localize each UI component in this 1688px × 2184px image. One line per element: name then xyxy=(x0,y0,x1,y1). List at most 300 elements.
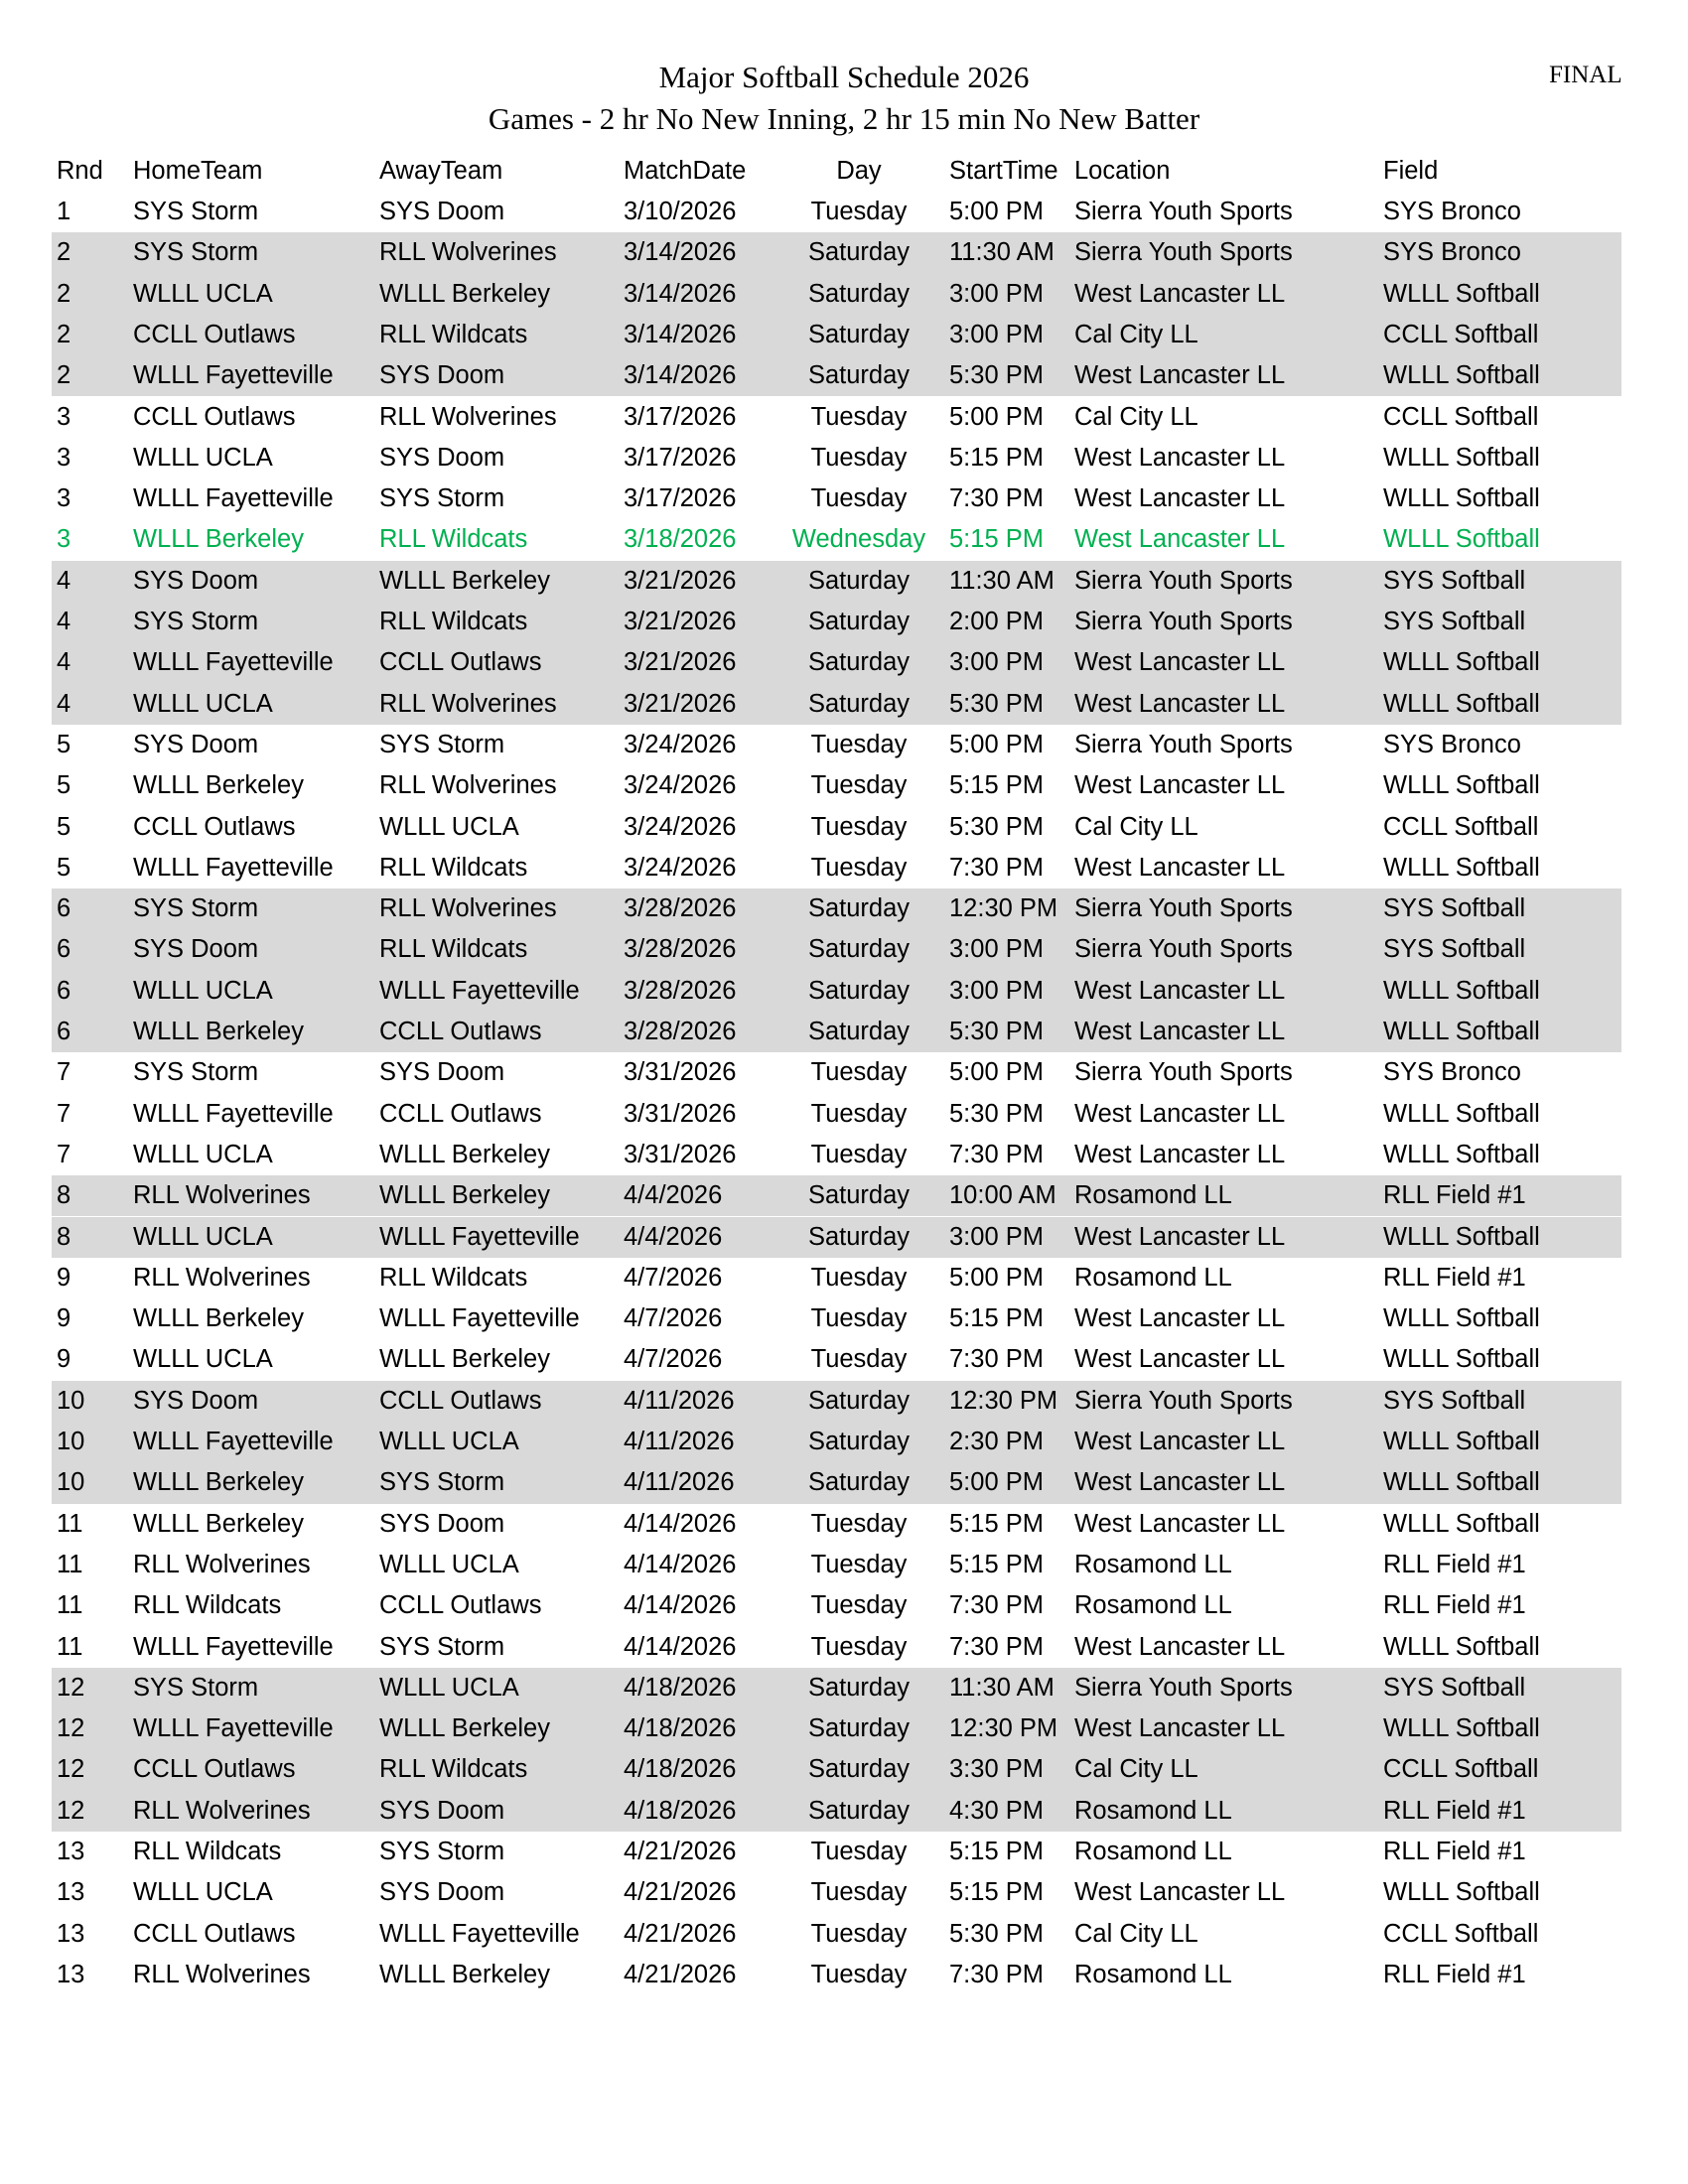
cell-away-team: CCLL Outlaws xyxy=(379,1099,542,1128)
cell-start-time: 3:00 PM xyxy=(949,976,1044,1005)
cell-field: SYS Softball xyxy=(1383,1673,1526,1702)
cell-home-team: WLLL Fayetteville xyxy=(133,1428,334,1455)
cell-day: Saturday xyxy=(807,689,911,718)
cell-start-time: 5:30 PM xyxy=(949,361,1044,390)
cell-location: Rosamond LL xyxy=(1074,1838,1232,1865)
cell-day: Saturday xyxy=(807,1468,911,1497)
cell-location: Cal City LL xyxy=(1074,1755,1198,1784)
cell-start-time: 5:15 PM xyxy=(949,1838,1044,1865)
cell-rnd: 9 xyxy=(57,1304,71,1333)
cell-rnd: 3 xyxy=(57,443,71,472)
cell-location: Sierra Youth Sports xyxy=(1074,238,1293,267)
cell-away-team: SYS Doom xyxy=(379,1796,505,1825)
cell-start-time: 5:30 PM xyxy=(949,1099,1044,1128)
cell-field: CCLL Softball xyxy=(1383,402,1539,431)
table-row xyxy=(52,1012,1621,1052)
cell-away-team: SYS Doom xyxy=(379,443,505,472)
cell-match-date: 4/7/2026 xyxy=(624,1304,723,1333)
cell-start-time: 10:00 AM xyxy=(949,1181,1056,1210)
cell-match-date: 4/14/2026 xyxy=(624,1591,737,1620)
cell-location: West Lancaster LL xyxy=(1074,1140,1286,1168)
cell-match-date: 4/21/2026 xyxy=(624,1838,737,1865)
cell-field: WLLL Softball xyxy=(1383,689,1540,718)
cell-away-team: RLL Wolverines xyxy=(379,402,557,431)
cell-match-date: 3/10/2026 xyxy=(624,198,737,225)
cell-away-team: RLL Wolverines xyxy=(379,771,557,800)
cell-location: West Lancaster LL xyxy=(1074,1222,1286,1251)
cell-match-date: 3/14/2026 xyxy=(624,279,737,308)
cell-field: CCLL Softball xyxy=(1383,1755,1539,1784)
cell-rnd: 11 xyxy=(57,1550,83,1578)
table-row xyxy=(52,1462,1621,1503)
table-row xyxy=(52,1504,1621,1545)
table-row xyxy=(52,478,1621,519)
table-row xyxy=(52,397,1621,438)
cell-rnd: 6 xyxy=(57,894,71,923)
cell-location: West Lancaster LL xyxy=(1074,1304,1286,1333)
cell-match-date: 4/21/2026 xyxy=(624,1919,737,1948)
column-header-hometeam: HomeTeam xyxy=(133,157,263,185)
table-row xyxy=(52,1217,1621,1258)
cell-location: Sierra Youth Sports xyxy=(1074,1673,1293,1702)
cell-rnd: 7 xyxy=(57,1058,71,1087)
cell-home-team: SYS Doom xyxy=(133,1386,259,1415)
cell-day: Saturday xyxy=(807,608,911,635)
cell-match-date: 3/28/2026 xyxy=(624,894,737,923)
cell-home-team: RLL Wildcats xyxy=(133,1591,282,1620)
cell-home-team: SYS Storm xyxy=(133,198,259,225)
cell-day: Tuesday xyxy=(810,484,908,513)
cell-home-team: SYS Storm xyxy=(133,1673,259,1702)
cell-home-team: CCLL Outlaws xyxy=(133,1919,296,1948)
cell-match-date: 4/4/2026 xyxy=(624,1222,723,1251)
cell-rnd: 2 xyxy=(57,279,71,308)
cell-home-team: SYS Storm xyxy=(133,608,259,635)
cell-home-team: WLLL Fayetteville xyxy=(133,484,334,513)
cell-home-team: WLLL Berkeley xyxy=(133,525,304,554)
cell-start-time: 7:30 PM xyxy=(949,484,1044,513)
table-row xyxy=(52,1791,1621,1832)
cell-location: West Lancaster LL xyxy=(1074,1468,1286,1497)
table-row xyxy=(52,1708,1621,1749)
column-header-matchdate: MatchDate xyxy=(624,157,747,185)
cell-away-team: RLL Wildcats xyxy=(379,525,528,554)
cell-field: SYS Bronco xyxy=(1383,730,1521,758)
cell-day: Saturday xyxy=(807,1714,911,1743)
status-label: FINAL xyxy=(1549,62,1622,88)
cell-start-time: 11:30 AM xyxy=(949,1673,1055,1702)
cell-rnd: 12 xyxy=(57,1714,85,1743)
cell-match-date: 4/18/2026 xyxy=(624,1796,737,1825)
cell-home-team: CCLL Outlaws xyxy=(133,812,296,841)
cell-rnd: 3 xyxy=(57,402,71,431)
cell-location: West Lancaster LL xyxy=(1074,1428,1286,1455)
table-row xyxy=(52,519,1621,560)
table-row xyxy=(52,1914,1621,1955)
cell-rnd: 2 xyxy=(57,320,71,348)
cell-match-date: 3/28/2026 xyxy=(624,935,737,964)
cell-start-time: 7:30 PM xyxy=(949,853,1044,882)
cell-day: Tuesday xyxy=(810,730,908,758)
cell-location: Sierra Youth Sports xyxy=(1074,198,1293,225)
cell-away-team: WLLL Berkeley xyxy=(379,1140,550,1168)
cell-rnd: 10 xyxy=(57,1386,85,1415)
column-header-location: Location xyxy=(1074,157,1171,185)
cell-match-date: 3/21/2026 xyxy=(624,689,737,718)
table-row xyxy=(52,602,1621,642)
cell-rnd: 3 xyxy=(57,525,71,554)
cell-rnd: 6 xyxy=(57,1018,71,1045)
cell-match-date: 3/14/2026 xyxy=(624,361,737,390)
cell-start-time: 5:30 PM xyxy=(949,1018,1044,1045)
cell-match-date: 4/18/2026 xyxy=(624,1755,737,1784)
cell-day: Saturday xyxy=(807,1018,911,1045)
cell-day: Saturday xyxy=(807,976,911,1005)
cell-field: SYS Bronco xyxy=(1383,238,1521,267)
table-row xyxy=(52,192,1621,232)
cell-day: Tuesday xyxy=(810,1591,908,1620)
cell-home-team: WLLL UCLA xyxy=(133,443,273,472)
cell-field: SYS Softball xyxy=(1383,935,1526,964)
cell-field: WLLL Softball xyxy=(1383,1632,1540,1661)
cell-start-time: 7:30 PM xyxy=(949,1345,1044,1374)
table-row xyxy=(52,1872,1621,1913)
cell-day: Tuesday xyxy=(810,1140,908,1168)
cell-start-time: 2:00 PM xyxy=(949,608,1044,635)
cell-away-team: SYS Doom xyxy=(379,361,505,390)
cell-field: SYS Bronco xyxy=(1383,198,1521,225)
cell-start-time: 3:00 PM xyxy=(949,1222,1044,1251)
cell-location: West Lancaster LL xyxy=(1074,648,1286,677)
cell-day: Tuesday xyxy=(810,1632,908,1661)
cell-match-date: 3/24/2026 xyxy=(624,730,737,758)
cell-field: RLL Field #1 xyxy=(1383,1181,1526,1210)
cell-day: Tuesday xyxy=(810,1509,908,1538)
cell-rnd: 12 xyxy=(57,1796,85,1825)
table-row xyxy=(52,725,1621,765)
cell-home-team: CCLL Outlaws xyxy=(133,1755,296,1784)
cell-home-team: WLLL UCLA xyxy=(133,976,273,1005)
cell-start-time: 7:30 PM xyxy=(949,1140,1044,1168)
cell-start-time: 5:30 PM xyxy=(949,812,1044,841)
table-row xyxy=(52,1545,1621,1585)
page-title: Major Softball Schedule 2026 xyxy=(658,60,1030,94)
cell-field: WLLL Softball xyxy=(1383,1222,1540,1251)
table-row xyxy=(52,1094,1621,1135)
cell-rnd: 11 xyxy=(57,1632,83,1661)
table-row xyxy=(52,1955,1621,1995)
cell-away-team: WLLL Fayetteville xyxy=(379,1304,580,1333)
cell-away-team: RLL Wildcats xyxy=(379,1263,528,1292)
cell-start-time: 12:30 PM xyxy=(949,1386,1058,1415)
table-row xyxy=(52,355,1621,396)
cell-home-team: WLLL UCLA xyxy=(133,1222,273,1251)
cell-match-date: 3/17/2026 xyxy=(624,484,737,513)
cell-day: Tuesday xyxy=(810,1550,908,1578)
table-row xyxy=(52,765,1621,806)
cell-home-team: RLL Wildcats xyxy=(133,1838,282,1865)
cell-field: WLLL Softball xyxy=(1383,484,1540,513)
cell-away-team: WLLL UCLA xyxy=(379,1673,519,1702)
cell-rnd: 10 xyxy=(57,1428,85,1455)
cell-away-team: CCLL Outlaws xyxy=(379,648,542,677)
table-row xyxy=(52,971,1621,1012)
cell-match-date: 3/24/2026 xyxy=(624,853,737,882)
cell-away-team: SYS Doom xyxy=(379,1509,505,1538)
cell-rnd: 12 xyxy=(57,1673,85,1702)
cell-field: SYS Softball xyxy=(1383,566,1526,595)
cell-home-team: WLLL Berkeley xyxy=(133,1509,304,1538)
cell-match-date: 3/17/2026 xyxy=(624,443,737,472)
table-row xyxy=(52,888,1621,929)
cell-home-team: SYS Doom xyxy=(133,730,259,758)
cell-location: West Lancaster LL xyxy=(1074,771,1286,800)
column-header-rnd: Rnd xyxy=(57,157,103,185)
cell-field: WLLL Softball xyxy=(1383,853,1540,882)
cell-start-time: 5:15 PM xyxy=(949,1550,1044,1578)
cell-location: West Lancaster LL xyxy=(1074,976,1286,1005)
cell-away-team: RLL Wolverines xyxy=(379,238,557,267)
cell-field: SYS Softball xyxy=(1383,608,1526,635)
cell-field: WLLL Softball xyxy=(1383,1345,1540,1374)
cell-start-time: 12:30 PM xyxy=(949,1714,1058,1743)
cell-start-time: 2:30 PM xyxy=(949,1428,1044,1455)
cell-match-date: 3/21/2026 xyxy=(624,566,737,595)
cell-rnd: 3 xyxy=(57,484,71,513)
cell-start-time: 4:30 PM xyxy=(949,1796,1044,1825)
table-row xyxy=(52,1135,1621,1175)
cell-day: Tuesday xyxy=(810,1878,908,1907)
cell-start-time: 3:00 PM xyxy=(949,935,1044,964)
cell-home-team: CCLL Outlaws xyxy=(133,320,296,348)
cell-location: Cal City LL xyxy=(1074,402,1198,431)
cell-start-time: 5:00 PM xyxy=(949,402,1044,431)
table-row xyxy=(52,1381,1621,1422)
cell-away-team: WLLL Berkeley xyxy=(379,1345,550,1374)
table-row xyxy=(52,1298,1621,1339)
table-row xyxy=(52,684,1621,725)
cell-home-team: SYS Storm xyxy=(133,238,259,267)
cell-home-team: WLLL UCLA xyxy=(133,1878,273,1907)
table-row xyxy=(52,929,1621,970)
cell-away-team: WLLL Berkeley xyxy=(379,566,550,595)
cell-location: Sierra Youth Sports xyxy=(1074,894,1293,923)
cell-field: WLLL Softball xyxy=(1383,1878,1540,1907)
table-row xyxy=(52,561,1621,602)
cell-field: WLLL Softball xyxy=(1383,1714,1540,1743)
cell-away-team: CCLL Outlaws xyxy=(379,1591,542,1620)
table-row xyxy=(52,1052,1621,1093)
cell-match-date: 3/24/2026 xyxy=(624,771,737,800)
cell-rnd: 5 xyxy=(57,730,71,758)
cell-start-time: 11:30 AM xyxy=(949,566,1055,595)
cell-day: Saturday xyxy=(807,1755,911,1784)
cell-match-date: 3/14/2026 xyxy=(624,238,737,267)
cell-rnd: 9 xyxy=(57,1345,71,1374)
cell-day: Saturday xyxy=(807,566,911,595)
cell-match-date: 3/31/2026 xyxy=(624,1140,737,1168)
cell-away-team: SYS Storm xyxy=(379,1838,505,1865)
cell-home-team: WLLL UCLA xyxy=(133,1345,273,1374)
cell-field: SYS Softball xyxy=(1383,894,1526,923)
cell-home-team: RLL Wolverines xyxy=(133,1263,311,1292)
cell-match-date: 3/24/2026 xyxy=(624,812,737,841)
cell-start-time: 5:15 PM xyxy=(949,771,1044,800)
cell-away-team: WLLL UCLA xyxy=(379,1428,519,1455)
cell-away-team: SYS Doom xyxy=(379,1878,505,1907)
cell-away-team: SYS Doom xyxy=(379,1058,505,1087)
cell-away-team: WLLL Berkeley xyxy=(379,1714,550,1743)
cell-day: Saturday xyxy=(807,1222,911,1251)
cell-start-time: 7:30 PM xyxy=(949,1960,1044,1988)
cell-location: West Lancaster LL xyxy=(1074,1509,1286,1538)
cell-start-time: 5:00 PM xyxy=(949,1468,1044,1497)
cell-rnd: 11 xyxy=(57,1509,83,1538)
cell-field: WLLL Softball xyxy=(1383,976,1540,1005)
page-subtitle: Games - 2 hr No New Inning, 2 hr 15 min No New Batter xyxy=(488,101,1200,136)
cell-location: Sierra Youth Sports xyxy=(1074,935,1293,964)
cell-rnd: 11 xyxy=(57,1591,83,1620)
table-row xyxy=(52,1627,1621,1668)
cell-rnd: 8 xyxy=(57,1222,71,1251)
cell-rnd: 5 xyxy=(57,771,71,800)
cell-start-time: 11:30 AM xyxy=(949,238,1055,267)
cell-start-time: 5:00 PM xyxy=(949,198,1044,225)
table-row xyxy=(52,1749,1621,1790)
cell-rnd: 4 xyxy=(57,608,71,635)
table-row xyxy=(52,1175,1621,1216)
cell-field: WLLL Softball xyxy=(1383,1509,1540,1538)
cell-location: Sierra Youth Sports xyxy=(1074,730,1293,758)
cell-day: Tuesday xyxy=(810,1263,908,1292)
cell-rnd: 2 xyxy=(57,238,71,267)
cell-day: Saturday xyxy=(807,238,911,267)
cell-location: West Lancaster LL xyxy=(1074,1632,1286,1661)
table-row xyxy=(52,1339,1621,1380)
cell-rnd: 2 xyxy=(57,361,71,390)
cell-field: WLLL Softball xyxy=(1383,525,1540,554)
cell-match-date: 3/17/2026 xyxy=(624,402,737,431)
cell-start-time: 5:15 PM xyxy=(949,443,1044,472)
cell-start-time: 5:15 PM xyxy=(949,525,1044,554)
cell-start-time: 3:30 PM xyxy=(949,1755,1044,1784)
cell-rnd: 6 xyxy=(57,976,71,1005)
table-row xyxy=(52,438,1621,478)
cell-rnd: 4 xyxy=(57,689,71,718)
cell-field: WLLL Softball xyxy=(1383,648,1540,677)
cell-home-team: RLL Wolverines xyxy=(133,1960,311,1988)
cell-start-time: 3:00 PM xyxy=(949,648,1044,677)
cell-home-team: SYS Storm xyxy=(133,1058,259,1087)
cell-field: WLLL Softball xyxy=(1383,443,1540,472)
cell-home-team: RLL Wolverines xyxy=(133,1550,311,1578)
cell-away-team: SYS Storm xyxy=(379,730,505,758)
cell-home-team: WLLL Berkeley xyxy=(133,771,304,800)
cell-home-team: WLLL UCLA xyxy=(133,1140,273,1168)
cell-field: RLL Field #1 xyxy=(1383,1591,1526,1620)
cell-match-date: 3/18/2026 xyxy=(624,525,737,554)
cell-location: West Lancaster LL xyxy=(1074,1018,1286,1045)
cell-away-team: CCLL Outlaws xyxy=(379,1018,542,1045)
cell-field: RLL Field #1 xyxy=(1383,1550,1526,1578)
table-header xyxy=(52,151,1621,192)
cell-location: Sierra Youth Sports xyxy=(1074,608,1293,635)
cell-home-team: WLLL Berkeley xyxy=(133,1468,304,1497)
cell-start-time: 3:00 PM xyxy=(949,279,1044,308)
cell-location: Cal City LL xyxy=(1074,1919,1198,1948)
cell-day: Tuesday xyxy=(810,1058,908,1087)
table-row xyxy=(52,848,1621,888)
cell-match-date: 3/31/2026 xyxy=(624,1099,737,1128)
cell-field: WLLL Softball xyxy=(1383,1468,1540,1497)
table-row xyxy=(52,274,1621,315)
cell-day: Saturday xyxy=(807,1673,911,1702)
cell-home-team: SYS Storm xyxy=(133,894,259,923)
cell-field: RLL Field #1 xyxy=(1383,1960,1526,1988)
table-row xyxy=(52,807,1621,848)
cell-field: WLLL Softball xyxy=(1383,1018,1540,1045)
table-row xyxy=(52,1422,1621,1462)
cell-day: Wednesday xyxy=(791,525,926,554)
cell-field: WLLL Softball xyxy=(1383,1099,1540,1128)
cell-home-team: WLLL UCLA xyxy=(133,279,273,308)
table-row xyxy=(52,1668,1621,1708)
cell-location: Rosamond LL xyxy=(1074,1796,1232,1825)
cell-day: Tuesday xyxy=(810,443,908,472)
cell-day: Saturday xyxy=(807,279,911,308)
cell-location: Sierra Youth Sports xyxy=(1074,1058,1293,1087)
cell-field: CCLL Softball xyxy=(1383,320,1539,348)
cell-match-date: 4/14/2026 xyxy=(624,1509,737,1538)
cell-home-team: WLLL Fayetteville xyxy=(133,361,334,390)
cell-field: CCLL Softball xyxy=(1383,1919,1539,1948)
cell-home-team: WLLL Berkeley xyxy=(133,1018,304,1045)
cell-away-team: WLLL UCLA xyxy=(379,812,519,841)
cell-field: WLLL Softball xyxy=(1383,771,1540,800)
cell-away-team: WLLL Berkeley xyxy=(379,279,550,308)
cell-home-team: CCLL Outlaws xyxy=(133,402,296,431)
cell-away-team: RLL Wildcats xyxy=(379,608,528,635)
cell-home-team: WLLL Berkeley xyxy=(133,1304,304,1333)
cell-away-team: WLLL UCLA xyxy=(379,1550,519,1578)
cell-away-team: CCLL Outlaws xyxy=(379,1386,542,1415)
cell-location: Cal City LL xyxy=(1074,320,1198,348)
cell-rnd: 9 xyxy=(57,1263,71,1292)
table-row xyxy=(52,1258,1621,1298)
cell-rnd: 4 xyxy=(57,566,71,595)
cell-away-team: RLL Wildcats xyxy=(379,935,528,964)
table-row xyxy=(52,232,1621,273)
cell-match-date: 3/21/2026 xyxy=(624,648,737,677)
cell-field: WLLL Softball xyxy=(1383,361,1540,390)
cell-match-date: 3/14/2026 xyxy=(624,320,737,348)
cell-match-date: 4/18/2026 xyxy=(624,1714,737,1743)
cell-field: SYS Softball xyxy=(1383,1386,1526,1415)
cell-field: WLLL Softball xyxy=(1383,279,1540,308)
cell-day: Tuesday xyxy=(810,812,908,841)
cell-match-date: 4/7/2026 xyxy=(624,1345,723,1374)
cell-start-time: 5:30 PM xyxy=(949,689,1044,718)
cell-away-team: RLL Wildcats xyxy=(379,320,528,348)
cell-rnd: 4 xyxy=(57,648,71,677)
cell-day: Saturday xyxy=(807,320,911,348)
cell-away-team: RLL Wolverines xyxy=(379,894,557,923)
cell-away-team: SYS Storm xyxy=(379,1632,505,1661)
cell-start-time: 7:30 PM xyxy=(949,1591,1044,1620)
cell-location: Rosamond LL xyxy=(1074,1960,1232,1988)
cell-day: Saturday xyxy=(807,1796,911,1825)
cell-day: Tuesday xyxy=(810,1919,908,1948)
